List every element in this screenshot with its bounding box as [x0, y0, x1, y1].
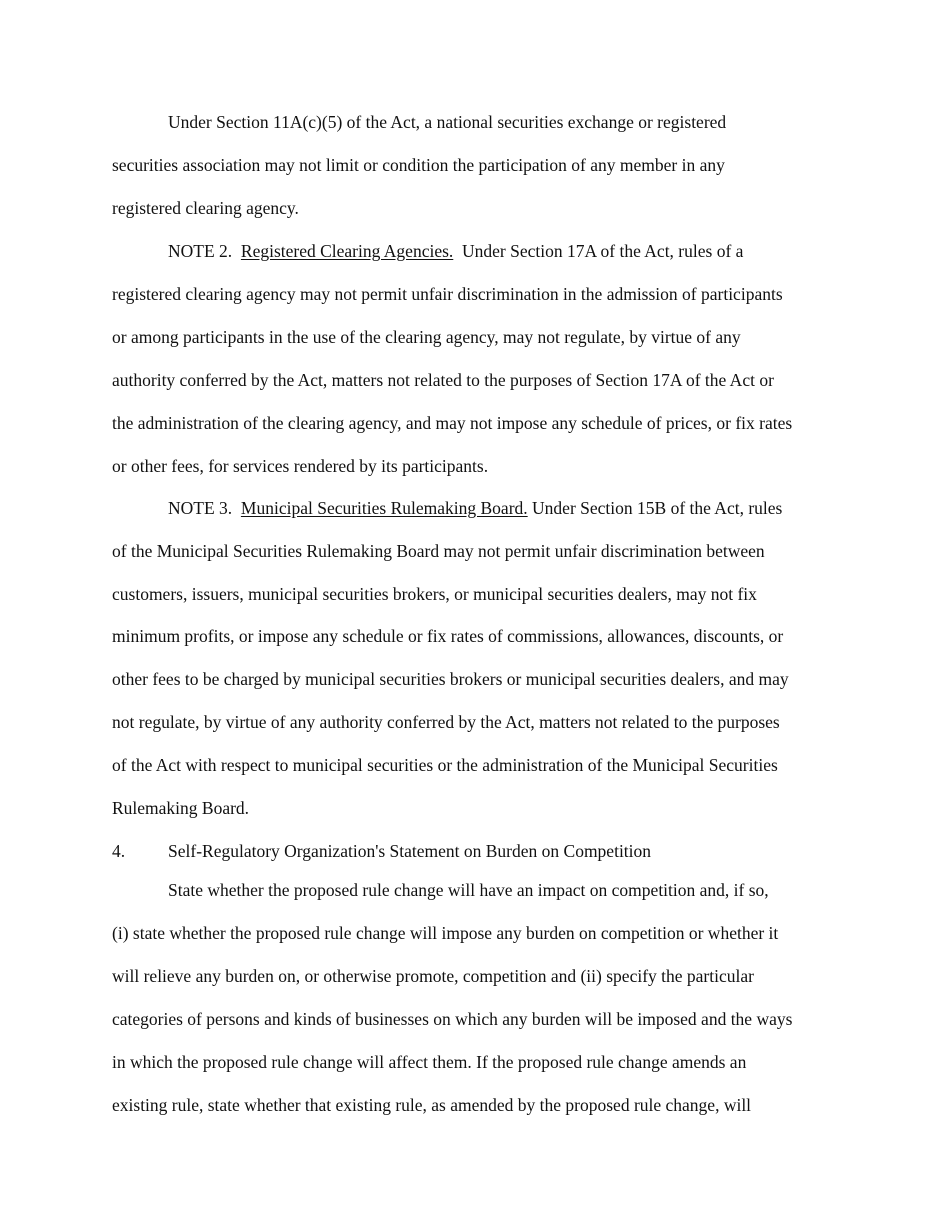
note2-line-6: or other fees, for services rendered by its participants.: [112, 456, 489, 476]
section4-line-4: categories of persons and kinds of businesses on which any burden will be imposed and the ways: [112, 1009, 793, 1029]
note3-title: Municipal Securities Rulemaking Board.: [240, 498, 528, 518]
note3-line-8: Rulemaking Board.: [112, 798, 250, 818]
note3-line-4: minimum profits, or impose any schedule or fix rates of commissions, allowances, discounts, or: [112, 626, 784, 646]
note3-line-2: of the Municipal Securities Rulemaking Board may not permit unfair discrimination between: [112, 541, 765, 561]
note2-line-3: or among participants in the use of the clearing agency, may not regulate, by virtue of any: [112, 327, 741, 347]
note3-line-6: not regulate, by virtue of any authority conferred by the Act, matters not related to the purposes: [112, 712, 780, 732]
section4-heading-text: Self-Regulatory Organization's Statement on Burden on Competition: [168, 841, 652, 861]
section4-line-2: (i) state whether the proposed rule change will impose any burden on competition or whether it: [112, 923, 779, 943]
note2-line-1-rest: Under Section 17A of the Act, rules of a: [453, 241, 744, 261]
section4-number: 4.: [112, 841, 126, 861]
note3-line-3: customers, issuers, municipal securities brokers, or municipal securities dealers, may not fix: [112, 584, 757, 604]
p1-line-3: registered clearing agency.: [112, 198, 299, 218]
section4-line-6: existing rule, state whether that existing rule, as amended by the proposed rule change, will: [112, 1095, 752, 1115]
note3-line-5: other fees to be charged by municipal securities brokers or municipal securities dealers, and may: [112, 669, 789, 689]
note3-prefix: NOTE 3.: [168, 498, 241, 518]
note2-title: Registered Clearing Agencies.: [240, 241, 454, 261]
section4-line-5: in which the proposed rule change will affect them. If the proposed rule change amends an: [112, 1052, 747, 1072]
note2-line-5: the administration of the clearing agency, and may not impose any schedule of prices, or fix rates: [112, 413, 793, 433]
p1-line-2: securities association may not limit or condition the participation of any member in any: [112, 155, 725, 175]
note2-prefix: NOTE 2.: [168, 241, 241, 261]
section4-line-3: will relieve any burden on, or otherwise promote, competition and (ii) specify the particular: [112, 966, 754, 986]
note3-line-1: [168, 498, 782, 518]
note3-line-7: of the Act with respect to municipal securities or the administration of the Municipal Securities: [112, 755, 778, 775]
note2-line-1: [168, 241, 743, 261]
note2-line-2: registered clearing agency may not permit unfair discrimination in the admission of participants: [112, 284, 783, 304]
note3-line-1-rest: Under Section 15B of the Act, rules: [527, 498, 783, 518]
section4-line-1: State whether the proposed rule change will have an impact on competition and, if so,: [168, 880, 769, 900]
p1-line-1: Under Section 11A(c)(5) of the Act, a national securities exchange or registered: [168, 112, 727, 132]
note2-line-4: authority conferred by the Act, matters not related to the purposes of Section 17A of the Act or: [112, 370, 774, 390]
